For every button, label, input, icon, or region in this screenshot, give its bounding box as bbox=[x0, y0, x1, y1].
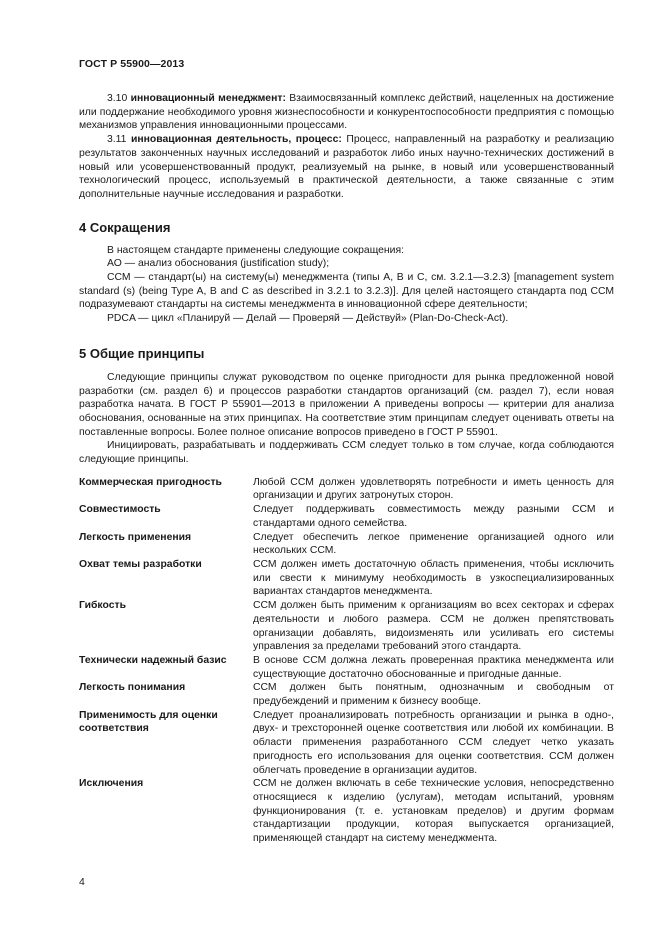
page-number: 4 bbox=[79, 877, 85, 888]
principle-row bbox=[79, 681, 614, 708]
principle-description: ССМ должен иметь достаточную область применения, чтобы исключить или свести к минимуму необходимость в узкоспециализированных вариантах стандартов менеджмента. bbox=[253, 558, 614, 598]
principle-description: ССМ должен быть понятным, однозначным и свободным от предубеждений и применим к бизнесу вообще. bbox=[253, 682, 614, 708]
definition-text: Процесс, направленный на разработку и реализацию результатов законченных научных исследований и разработок либо иных научно-технических достижений в новый или усовершенствованный продукт, реализуемый на рынке, в новый или усовершенствованный технологический процесс, используемый в практической деятельности, а также связанные с этим дополнительные научные исследования и разработки. bbox=[79, 134, 615, 200]
definition-term: инновационная деятельность, процесс: bbox=[130, 134, 342, 146]
principle-row bbox=[79, 476, 614, 503]
principle-description: Следует поддерживать совместимость между разными ССМ и стандартами одного семейства. bbox=[253, 504, 614, 529]
principle-row bbox=[79, 599, 614, 654]
principle-name: Коммерческая пригодность bbox=[79, 476, 222, 488]
page-content bbox=[79, 92, 614, 846]
principle-name: Гибкость bbox=[79, 600, 126, 612]
principle-name: Легкость применения bbox=[79, 531, 192, 543]
principle-description: Любой ССМ должен удовлетворять потребности и иметь ценность для организации и других затронутых сторон. bbox=[253, 476, 614, 502]
definition-term: инновационный менеджмент: bbox=[130, 93, 286, 104]
section-4-title: 4 Сокращения bbox=[79, 219, 171, 235]
principle-description: ССМ должен быть применим к организациям во всех секторах и сферах деятельности и любого размера. ССМ не должен препятствовать организации добавлять, видоизменять или усиливать его системы управления за пределами требований этого стандарта. bbox=[253, 600, 614, 653]
definition-3-11 bbox=[79, 133, 614, 202]
abbreviation-ssm: ССМ — стандарт(ы) на систему(ы) менеджмента (типы А, В и С, см. 3.2.1—3.2.3) [management system standard (s) (being Type A, B and C as described in 3.2.1 to 3.2.3)]. Для целей настоящего стандарта под ССМ подразумевают стандарты на системы менеджмента в инновационной сфере деятельности; bbox=[79, 272, 614, 311]
principle-row bbox=[79, 531, 614, 558]
definition-3-10 bbox=[79, 92, 614, 133]
principle-name: Совместимость bbox=[79, 504, 161, 516]
section-5-title: 5 Общие принципы bbox=[79, 345, 205, 361]
section-5-paragraph: Следующие принципы служат руководством по оценке пригодности для рынка предложенной новой разработки (см. раздел 6) и процессов разработки стандартов организаций (см. раздел 7), если новая разработка начата. В ГОСТ Р 55901—2013 в приложении А приведены вопросы — критерии для анализа обоснования, основанные на этих принципах. На соответствие этим принципам следует оценивать ответы на поставленные вопросы. Более полное описание вопросов приведено в ГОСТ Р 55901. bbox=[79, 371, 614, 438]
abbreviation-pdca: PDCA — цикл «Планируй — Делай — Проверяй — Действуй» (Plan-Do-Check-Act). bbox=[107, 313, 509, 325]
principle-name: Охват темы разработки bbox=[79, 558, 202, 570]
principle-row bbox=[79, 558, 614, 599]
principle-name: Технически надежный базис bbox=[79, 654, 227, 666]
definition-text: Взаимосвязанный комплекс действий, нацеленных на достижение или поддержание необходимого уровня жизнеспособности и конкурентоспособности предприятия с помощью механизмов управления инновационными процессами. bbox=[79, 93, 614, 132]
principle-name: Исключения bbox=[79, 778, 144, 790]
section-5-paragraph: Инициировать, разрабатывать и поддерживать ССМ следует только в том случае, когда соблюдаются следующие принципы. bbox=[79, 440, 614, 466]
principle-description: Следует проанализировать потребность организации и рынка в одно-, двух- и трехсторонней оценке соответствия или любой их комбинации. В области применения разработанного ССМ следует четко указать пригодность его использования для оценки соответствия. ССМ должен облегчать проведение в организации аудитов. bbox=[253, 709, 614, 776]
abbreviation-ao: АО — анализ обоснования (justification study); bbox=[107, 258, 330, 270]
principle-row bbox=[79, 777, 614, 846]
principle-row bbox=[79, 503, 614, 530]
definition-number: 3.10 bbox=[107, 93, 128, 104]
definition-number: 3.11 bbox=[107, 134, 127, 146]
principle-description: ССМ не должен включать в себе технические условия, непосредственно относящиеся к изделию (услугам), методам испытаний, уровням функционирования (т. е. установкам пределов) и другим формам стандартизации продукции, которая выпускается организацией, применяющей стандарт на систему менеджмента. bbox=[253, 778, 614, 845]
section-4-intro: В настоящем стандарте применены следующие сокращения: bbox=[107, 244, 404, 256]
principle-description: В основе ССМ должна лежать проверенная практика менеджмента или существующие достаточно обоснованные и пригодные данные. bbox=[253, 654, 614, 680]
principle-name: Применимость для оценки соответствия bbox=[79, 709, 218, 735]
principles-list bbox=[79, 476, 614, 846]
principle-description: Следует обеспечить легкое применение организацией одного или нескольких ССМ. bbox=[253, 531, 614, 557]
principle-row bbox=[79, 654, 614, 681]
principle-name: Легкость понимания bbox=[79, 682, 186, 694]
standard-header: ГОСТ Р 55900—2013 bbox=[79, 58, 185, 70]
principle-row bbox=[79, 709, 614, 778]
